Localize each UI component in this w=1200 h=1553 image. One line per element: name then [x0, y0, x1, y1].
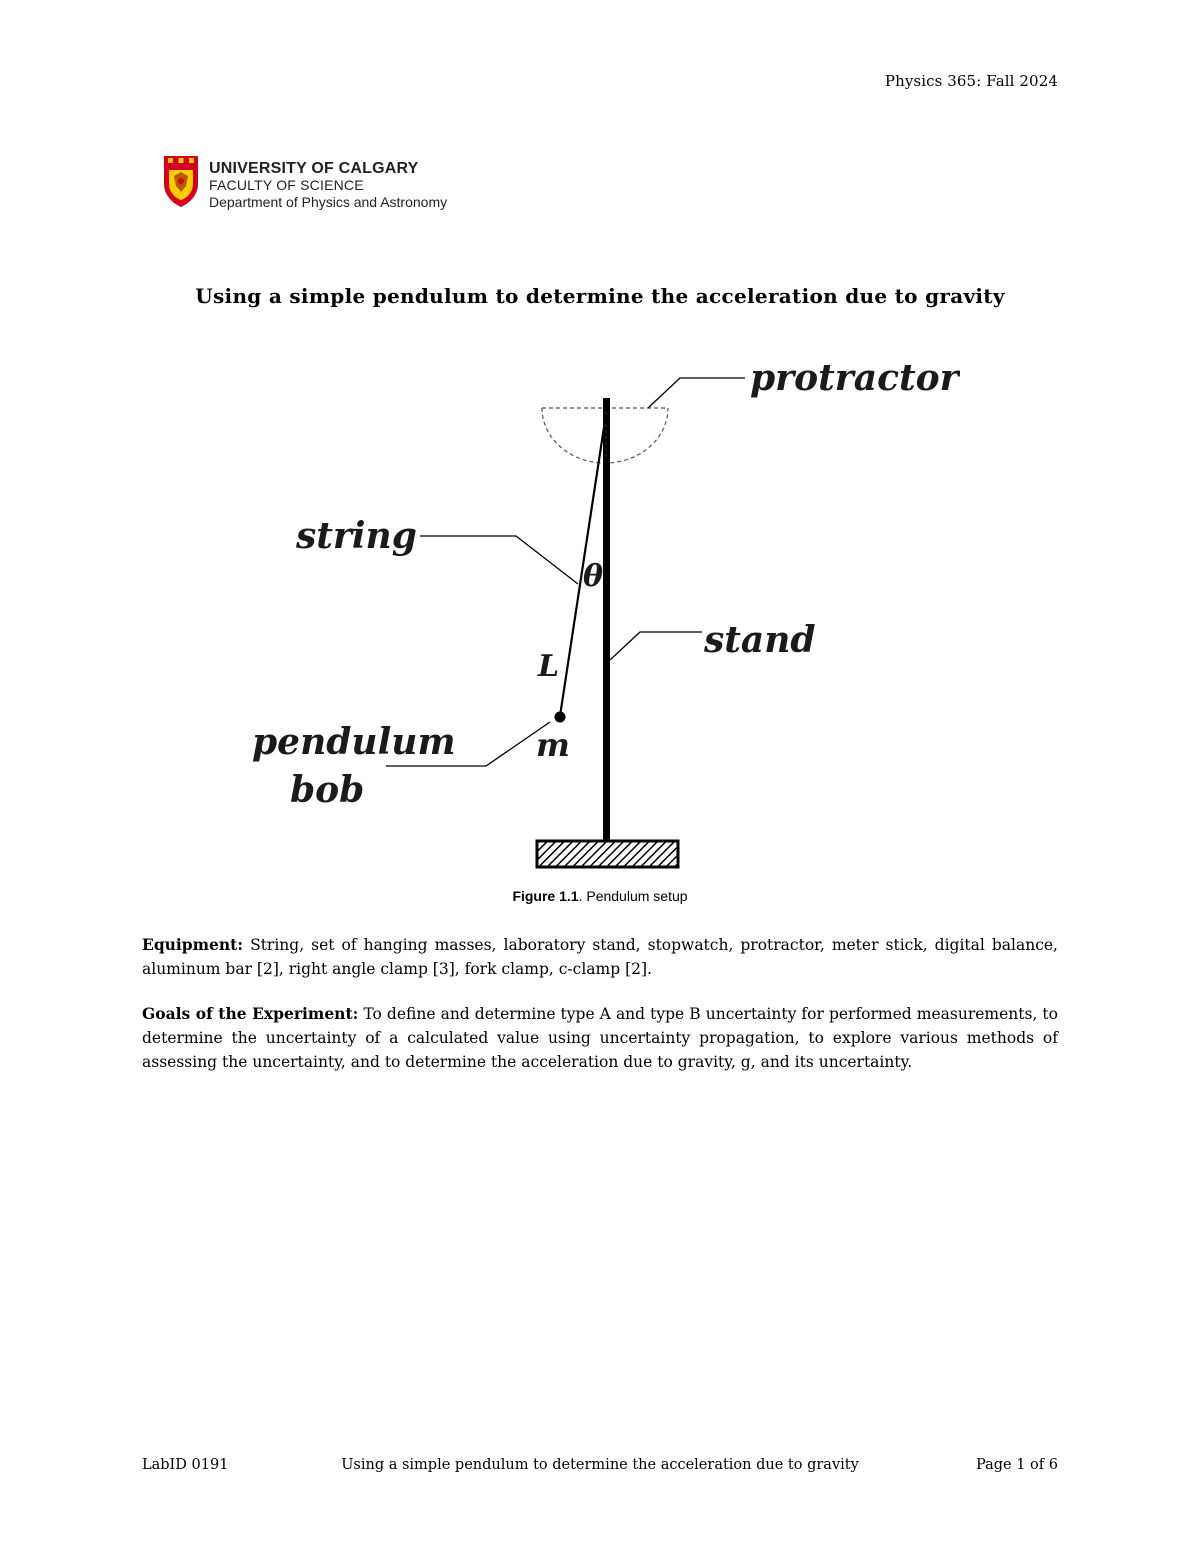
footer-lab-id: LabID 0191 [142, 1457, 229, 1473]
university-logo [162, 154, 502, 214]
footer-title: Using a simple pendulum to determine the acceleration due to gravity [341, 1457, 859, 1473]
figure-caption-text: . Pendulum setup [578, 888, 688, 904]
pendulum-figure [240, 350, 960, 880]
figure-caption [0, 888, 1200, 904]
equipment-paragraph [142, 933, 1058, 981]
label-protractor: protractor [750, 357, 959, 399]
stand-base [537, 841, 678, 867]
university-crest-icon [162, 154, 200, 208]
label-length: L [538, 649, 560, 684]
pendulum-bob-dot [555, 712, 566, 723]
label-mass: m [536, 726, 570, 764]
label-bob: bob [290, 769, 365, 811]
logo-university-name: UNIVERSITY OF CALGARY [209, 160, 419, 177]
label-pendulum: pendulum [252, 721, 456, 763]
label-theta: θ [583, 559, 604, 594]
logo-faculty-name: FACULTY OF SCIENCE [209, 177, 364, 193]
stand-rod [603, 398, 610, 843]
goals-lead: Goals of the Experiment: [142, 1004, 359, 1023]
label-string: string [296, 515, 417, 557]
document-title: Using a simple pendulum to determine the acceleration due to gravity [195, 284, 1005, 308]
figure-caption-number: Figure 1.1 [512, 888, 579, 904]
goals-paragraph [142, 1002, 1058, 1074]
goals-text: To define and determine type A and type B uncertainty for performed measurements, to determine the uncertainty of a calculated value using uncertainty propagation, to explore various methods of assessing the uncertainty, and to determine the acceleration due to gravity, g, and its uncertainty. [142, 1005, 1058, 1071]
course-header: Physics 365: Fall 2024 [884, 72, 1058, 90]
footer-page-number: Page 1 of 6 [976, 1457, 1058, 1473]
equipment-lead: Equipment: [142, 935, 244, 954]
equipment-text: String, set of hanging masses, laboratory stand, stopwatch, protractor, meter stick, digital balance, aluminum bar [2], right angle clamp [3], fork clamp, c-clamp [2]. [142, 936, 1058, 978]
label-stand: stand [704, 619, 816, 661]
logo-department-name: Department of Physics and Astronomy [209, 194, 448, 210]
